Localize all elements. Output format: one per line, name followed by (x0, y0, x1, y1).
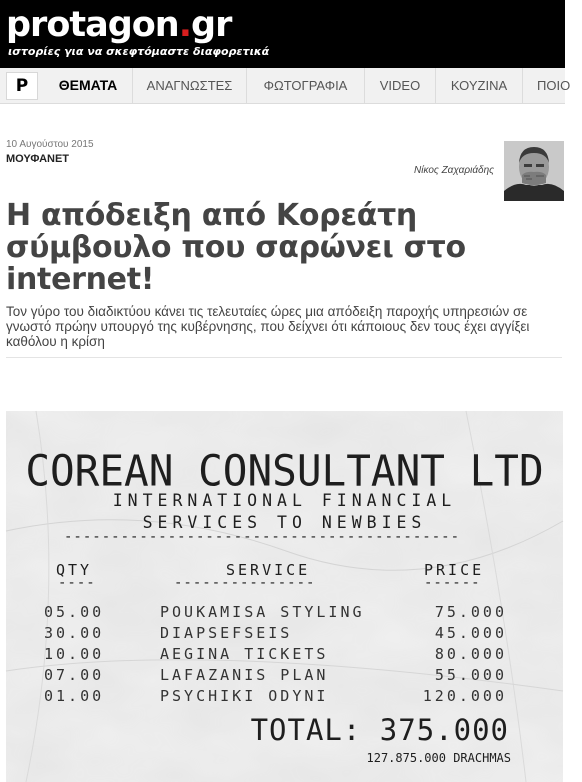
article-category[interactable]: ΜΟΥΦΑΝΕΤ (6, 153, 70, 165)
nav-item-themata[interactable]: ΘΕΜΑΤΑ (58, 77, 118, 93)
receipt-row-price: 45.000 (434, 624, 507, 642)
receipt-row-price: 120.000 (422, 687, 507, 705)
receipt-row-service: DIAPSEFSEIS (160, 624, 293, 642)
receipt-row (6, 624, 563, 645)
receipt-row-qty: 30.00 (44, 624, 105, 642)
article-date: 10 Αυγούστου 2015 (6, 139, 94, 150)
nav-item-kouzina[interactable]: ΚΟΥΖΙΝΑ (435, 68, 522, 103)
home-icon[interactable]: P (6, 72, 38, 100)
nav-item-fotografia[interactable]: ΦΩΤΟΓΡΑΦΙΑ (246, 68, 364, 103)
receipt-subtitle-line1: INTERNATIONAL FINANCIAL (112, 491, 457, 510)
receipt-row-price: 55.000 (434, 666, 507, 684)
receipt-dash-rule: ------------------------------------------ (64, 529, 461, 545)
nav-item-video[interactable]: VIDEO (364, 68, 435, 103)
receipt-col-price: PRICE (424, 561, 485, 579)
article-headline: Η απόδειξη από Κορεάτη σύμβουλο που σαρώνει στο internet! (6, 198, 466, 297)
receipt-total: TOTAL: 375.000 (250, 713, 509, 747)
receipt-row (6, 603, 563, 624)
receipt-col-qty: QTY (56, 561, 93, 579)
receipt-row-service: POUKAMISA STYLING (160, 603, 365, 621)
nav-item-anagnostes[interactable]: ΑΝΑΓΝΩΣΤΕΣ (132, 68, 246, 103)
receipt-row-qty: 10.00 (44, 645, 105, 663)
receipt-row (6, 645, 563, 666)
receipt-row-service: AEGINA TICKETS (160, 645, 329, 663)
site-logo[interactable] (6, 4, 231, 46)
receipt-row-service: PSYCHIKI ODYNI (160, 687, 329, 705)
receipt-col-service: SERVICE (226, 561, 311, 579)
receipt-under-qty: ---- (58, 575, 96, 591)
article-lede: Τον γύρο του διαδικτύου κάνει τις τελευταίες ώρες μια απόδειξη παροχής υπηρεσιών σε γνωστό πρώην υπουργό της κυβέρνησης, που δείχνει ότι κάποιους δεν τους έχει αγγίξει καθόλου η κρίση (6, 304, 530, 349)
receipt-drachmas: 127.875.000 DRACHMAS (366, 751, 511, 765)
article-author[interactable]: Νίκος Ζαχαριάδης (414, 165, 494, 176)
logo-tld-text: gr (191, 5, 232, 45)
logo-main-text: protagon (6, 5, 179, 45)
section-divider (6, 357, 562, 358)
site-header (0, 0, 565, 68)
receipt-row-qty: 01.00 (44, 687, 105, 705)
receipt-company-name: COREAN CONSULTANT LTD (25, 445, 544, 497)
receipt-under-service: --------------- (174, 575, 316, 591)
receipt-row (6, 687, 563, 708)
receipt-under-price: ------ (424, 575, 481, 591)
receipt-row-qty: 07.00 (44, 666, 105, 684)
receipt-row-price: 80.000 (434, 645, 507, 663)
receipt-row-service: LAFAZANIS PLAN (160, 666, 329, 684)
main-nav (0, 68, 571, 104)
nav-item-pios[interactable]: ΠΟΙΟ (522, 68, 582, 103)
site-tagline: ιστορίες για να σκεφτόμαστε διαφορετικά (8, 45, 270, 58)
receipt-row (6, 666, 563, 687)
receipt-image (6, 411, 563, 782)
receipt-subtitle-line2: SERVICES TO NEWBIES (142, 513, 427, 532)
author-photo-image (504, 141, 564, 201)
receipt-row-qty: 05.00 (44, 603, 105, 621)
receipt-row-price: 75.000 (434, 603, 507, 621)
author-avatar[interactable] (504, 141, 564, 201)
logo-dot: . (178, 5, 192, 45)
